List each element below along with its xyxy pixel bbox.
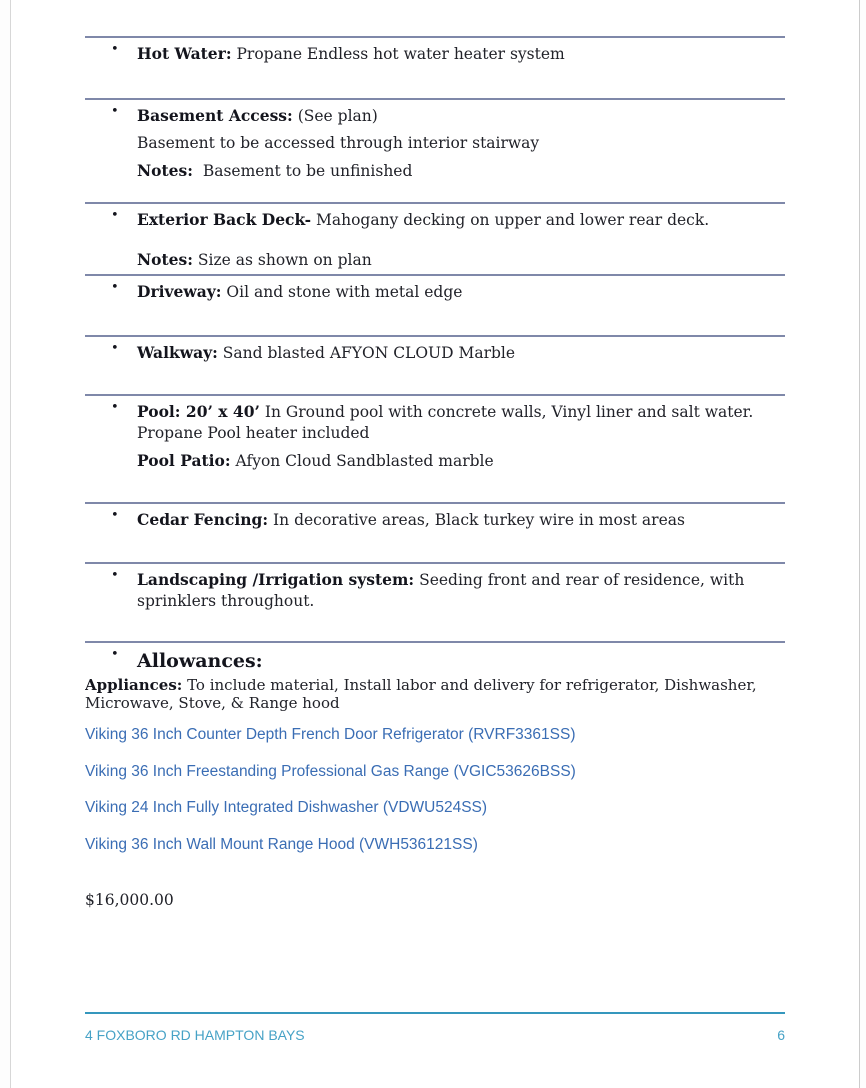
item-text	[137, 43, 785, 65]
item-label: Basement Access:	[137, 106, 293, 125]
list-item	[85, 337, 785, 364]
list-item	[85, 276, 785, 303]
list-item	[85, 564, 785, 612]
link-refrigerator[interactable]: Viking 36 Inch Counter Depth French Door Refrigerator (RVRF3361SS)	[85, 726, 576, 743]
page-footer	[85, 1012, 785, 1043]
item-desc: In Ground pool with concrete walls, Vinyl liner and salt water. Propane Pool heater included	[137, 403, 754, 442]
notes-label: Notes:	[137, 161, 193, 180]
section-walkway	[85, 335, 785, 364]
item-text	[137, 342, 785, 364]
section-cedar-fencing	[85, 502, 785, 531]
section-pool	[85, 394, 785, 472]
item-desc: Oil and stone with metal edge	[226, 283, 463, 301]
list-item	[85, 396, 785, 444]
bullet-icon: •	[111, 400, 119, 415]
bullet-icon: •	[111, 208, 119, 223]
item-desc: Mahogany decking on upper and lower rear deck.	[315, 211, 710, 229]
item-label: Walkway:	[137, 343, 218, 362]
footer-address: 4 FOXBORO RD HAMPTON BAYS	[85, 1027, 305, 1043]
allowances-heading	[137, 648, 785, 674]
item-label: Driveway:	[137, 282, 222, 301]
footer-page-number: 6	[777, 1027, 785, 1043]
list-item	[85, 504, 785, 531]
section-hot-water	[85, 36, 785, 65]
bullet-icon: •	[111, 568, 119, 583]
item-label: Landscaping /Irrigation system:	[137, 570, 415, 589]
notes-label: Notes:	[137, 250, 193, 269]
item-label: Allowances:	[137, 650, 263, 672]
bullet-icon: •	[111, 42, 119, 57]
appliances-text: To include material, Install labor and delivery for refrigerator, Dishwasher, Microwave, Stove, & Range hood	[85, 676, 757, 712]
sub-label: Pool Patio:	[137, 451, 231, 470]
item-desc: (See plan)	[297, 107, 378, 125]
item-desc: Propane Endless hot water heater system	[236, 45, 565, 63]
bullet-icon: •	[111, 104, 119, 119]
section-basement-access	[85, 98, 785, 182]
document-page	[10, 0, 860, 1088]
appliance-link-list	[85, 726, 785, 853]
bullet-icon: •	[111, 647, 119, 662]
notes-text: Size as shown on plan	[197, 251, 372, 269]
link-range-hood[interactable]: Viking 36 Inch Wall Mount Range Hood (VWH536121SS)	[85, 835, 478, 853]
item-notes	[137, 160, 785, 182]
section-exterior-back-deck	[85, 202, 785, 271]
item-text	[137, 569, 785, 612]
list-item	[85, 100, 785, 127]
item-detail: Basement to be accessed through interior stairway	[137, 134, 540, 152]
appliances-paragraph	[85, 677, 785, 712]
item-label: Hot Water:	[137, 44, 232, 63]
bullet-icon: •	[111, 341, 119, 356]
item-desc: Sand blasted AFYON CLOUD Marble	[222, 344, 516, 362]
list-item	[85, 643, 785, 674]
notes-text: Basement to be unfinished	[202, 162, 413, 180]
item-notes	[137, 249, 785, 271]
section-landscaping	[85, 562, 785, 612]
item-sub	[137, 450, 785, 472]
document-content	[85, 0, 785, 909]
bullet-icon: •	[111, 280, 119, 295]
item-desc: In decorative areas, Black turkey wire in most areas	[273, 511, 685, 529]
sub-text: Afyon Cloud Sandblasted marble	[235, 452, 494, 470]
item-text	[137, 281, 785, 303]
section-allowances	[85, 641, 785, 674]
section-driveway	[85, 274, 785, 303]
item-label: Cedar Fencing:	[137, 510, 269, 529]
appliances-label: Appliances:	[85, 676, 183, 694]
item-label: Exterior Back Deck-	[137, 210, 312, 229]
list-item	[85, 204, 785, 231]
allowance-amount: $16,000.00	[85, 890, 174, 909]
item-desc: Seeding front and rear of residence, with sprinklers throughout.	[137, 571, 745, 610]
item-text	[137, 401, 785, 444]
item-text	[137, 209, 785, 231]
item-text	[137, 509, 785, 531]
bullet-icon: •	[111, 508, 119, 523]
list-item	[85, 38, 785, 65]
item-text	[137, 105, 785, 127]
link-gas-range[interactable]: Viking 36 Inch Freestanding Professional Gas Range (VGIC53626BSS)	[85, 762, 576, 780]
item-label: Pool: 20’ x 40’	[137, 402, 260, 421]
link-dishwasher[interactable]: Viking 24 Inch Fully Integrated Dishwasher (VDWU524SS)	[85, 799, 488, 816]
